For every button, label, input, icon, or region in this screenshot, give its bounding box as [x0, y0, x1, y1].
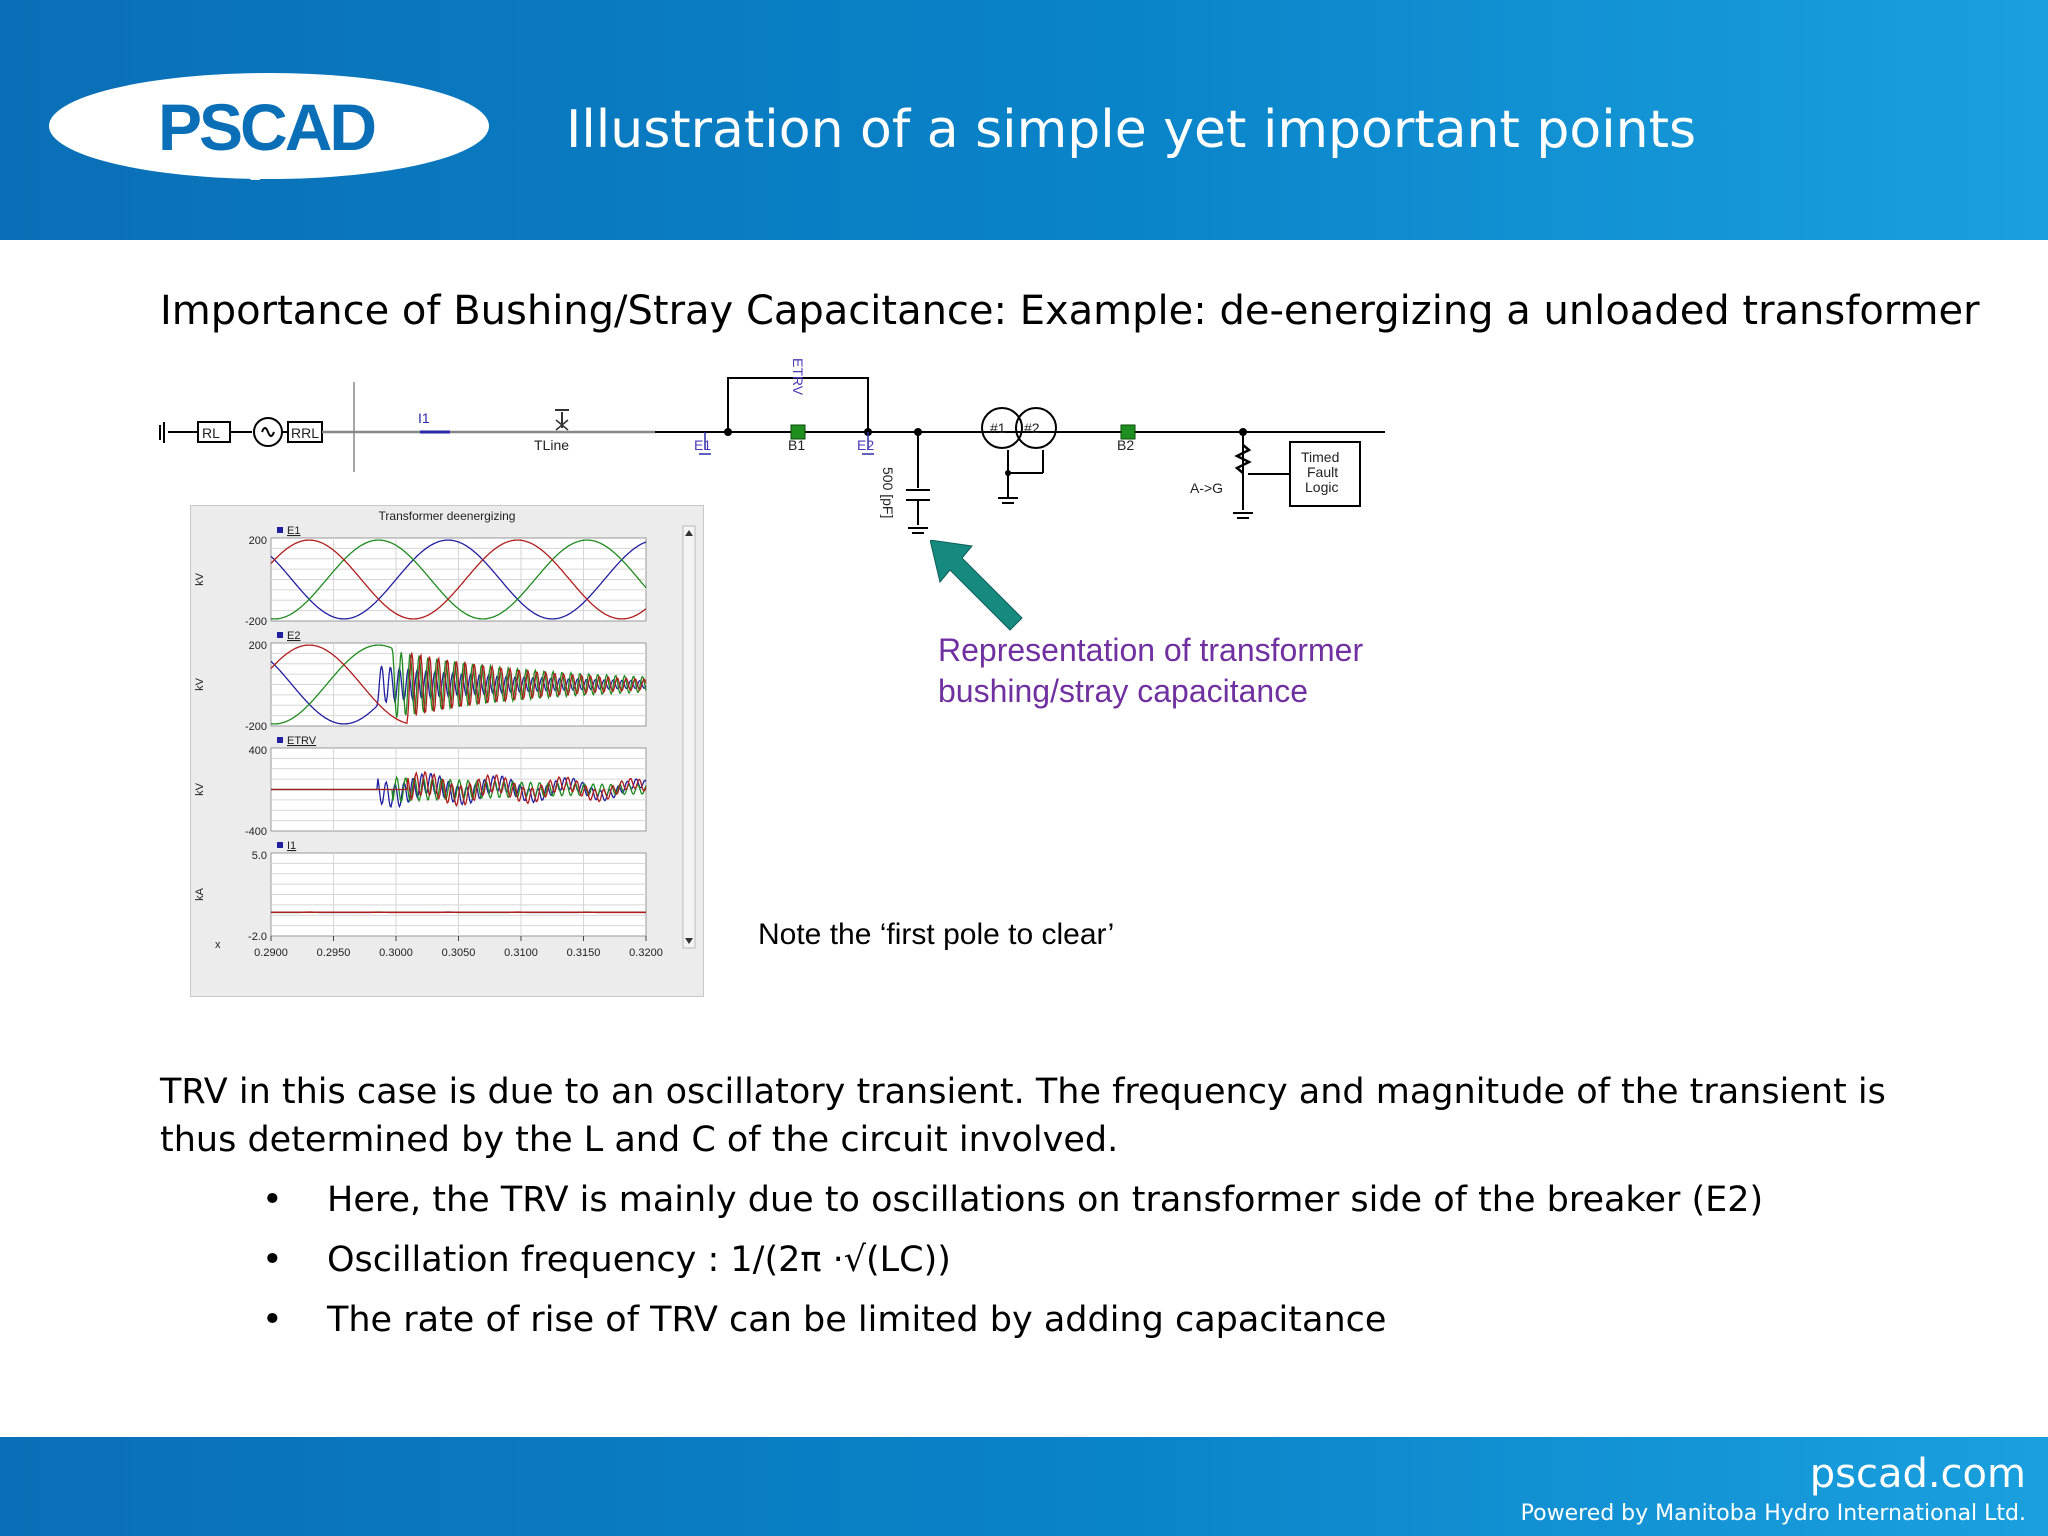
- annotation-line-2: bushing/stray capacitance: [938, 673, 1308, 709]
- bullet-list: [250, 1170, 1763, 1350]
- legend-swatch-icon: [277, 632, 283, 638]
- plot-title: Transformer deenergizing: [378, 509, 516, 523]
- label-rl: RL: [202, 425, 220, 441]
- plot-y-tick: -200: [244, 616, 267, 628]
- plot-x-tick: 0.3100: [504, 947, 538, 959]
- plot-legend: I1: [287, 840, 297, 852]
- label-rrl: RRL: [291, 425, 320, 441]
- body-paragraph: TRV in this case is due to an oscillatory transient. The frequency and magnitude of the transient is thus determined by the L and C of the circuit involved.: [160, 1072, 1886, 1160]
- plot-scrollbar: [683, 526, 695, 948]
- label-fault-1: Timed: [1301, 449, 1340, 465]
- label-t2: #2: [1024, 420, 1040, 436]
- plot-y-label: kV: [194, 573, 206, 586]
- label-etrv: ETRV: [790, 358, 806, 396]
- bullet-dot-icon: •: [262, 1240, 283, 1280]
- bullet-text: The rate of rise of TRV can be limited by adding capacitance: [327, 1300, 1387, 1340]
- plot-legend: ETRV: [287, 735, 317, 747]
- label-t1: #1: [990, 420, 1006, 436]
- annotation-line-1: Representation of transformer: [938, 632, 1364, 668]
- bullet-item: [250, 1290, 1763, 1350]
- plot-x-tick: 0.3000: [379, 947, 413, 959]
- bullet-dot-icon: •: [262, 1300, 283, 1340]
- bullet-text: Here, the TRV is mainly due to oscillations on transformer side of the breaker (E2): [327, 1180, 1764, 1220]
- plot-y-tick: 400: [248, 745, 267, 757]
- footer-site-link[interactable]: pscad.com: [1809, 1451, 2026, 1497]
- plot-x-tick: 0.2950: [316, 947, 351, 959]
- label-ag: A->G: [1190, 480, 1224, 496]
- legend-swatch-icon: [277, 842, 283, 848]
- plot-y-tick: -400: [244, 826, 267, 838]
- plot-y-tick: 200: [248, 535, 267, 547]
- waveform-svg: [191, 506, 703, 996]
- legend-swatch-icon: [277, 737, 283, 743]
- label-cap: 500 [pF]: [880, 467, 896, 519]
- plot-legend: E2: [287, 630, 301, 642]
- label-fault-2: Fault: [1307, 464, 1339, 480]
- plot-legend: E1: [287, 525, 301, 537]
- footer-banner: [0, 1437, 2048, 1536]
- legend-swatch-icon: [277, 527, 283, 533]
- footer-powered-by: Powered by Manitoba Hydro International Ltd.: [1520, 1501, 2026, 1526]
- header-banner: [0, 0, 2048, 240]
- capacitance-annotation: [938, 630, 1478, 712]
- bullet-dot-icon: •: [262, 1180, 283, 1220]
- label-i1: I1: [418, 410, 430, 426]
- label-e2: E2: [857, 437, 875, 453]
- plot-y-tick: 5.0: [251, 850, 267, 862]
- plot-y-label: kV: [194, 783, 206, 796]
- annotation-arrow: [930, 540, 1050, 640]
- bullet-item: [250, 1170, 1763, 1230]
- plot-y-tick: 200: [248, 640, 267, 652]
- plot-x-tick: 0.3150: [566, 947, 601, 959]
- label-b2: B2: [1117, 437, 1135, 453]
- label-tline: TLine: [534, 437, 570, 453]
- plot-y-tick: -2.0: [248, 931, 267, 943]
- slide-header-title: Illustration of a simple yet important points: [566, 100, 1697, 160]
- bullet-item: [250, 1230, 1763, 1290]
- slide-subtitle: Importance of Bushing/Stray Capacitance: Example: de-energizing a unloaded transformer: [160, 288, 1980, 334]
- first-pole-note: Note the ‘first pole to clear’: [758, 918, 1115, 951]
- logo-text: PSCAD: [158, 90, 375, 164]
- plot-y-label: kA: [194, 888, 206, 901]
- label-e1: E1: [694, 437, 712, 453]
- plot-x-tick: 0.3200: [629, 947, 663, 959]
- plot-y-label: kV: [194, 678, 206, 691]
- bullet-text: Oscillation frequency : 1/(2π ·√(LC)): [327, 1240, 951, 1280]
- label-fault-3: Logic: [1305, 479, 1339, 495]
- plot-x-axis-label: x: [215, 939, 221, 951]
- label-b1: B1: [788, 437, 806, 453]
- plot-y-tick: -200: [244, 721, 267, 733]
- waveform-plot: [190, 505, 704, 997]
- pscad-logo: [48, 72, 490, 180]
- plot-x-tick: 0.2900: [254, 947, 288, 959]
- plot-x-tick: 0.3050: [441, 947, 476, 959]
